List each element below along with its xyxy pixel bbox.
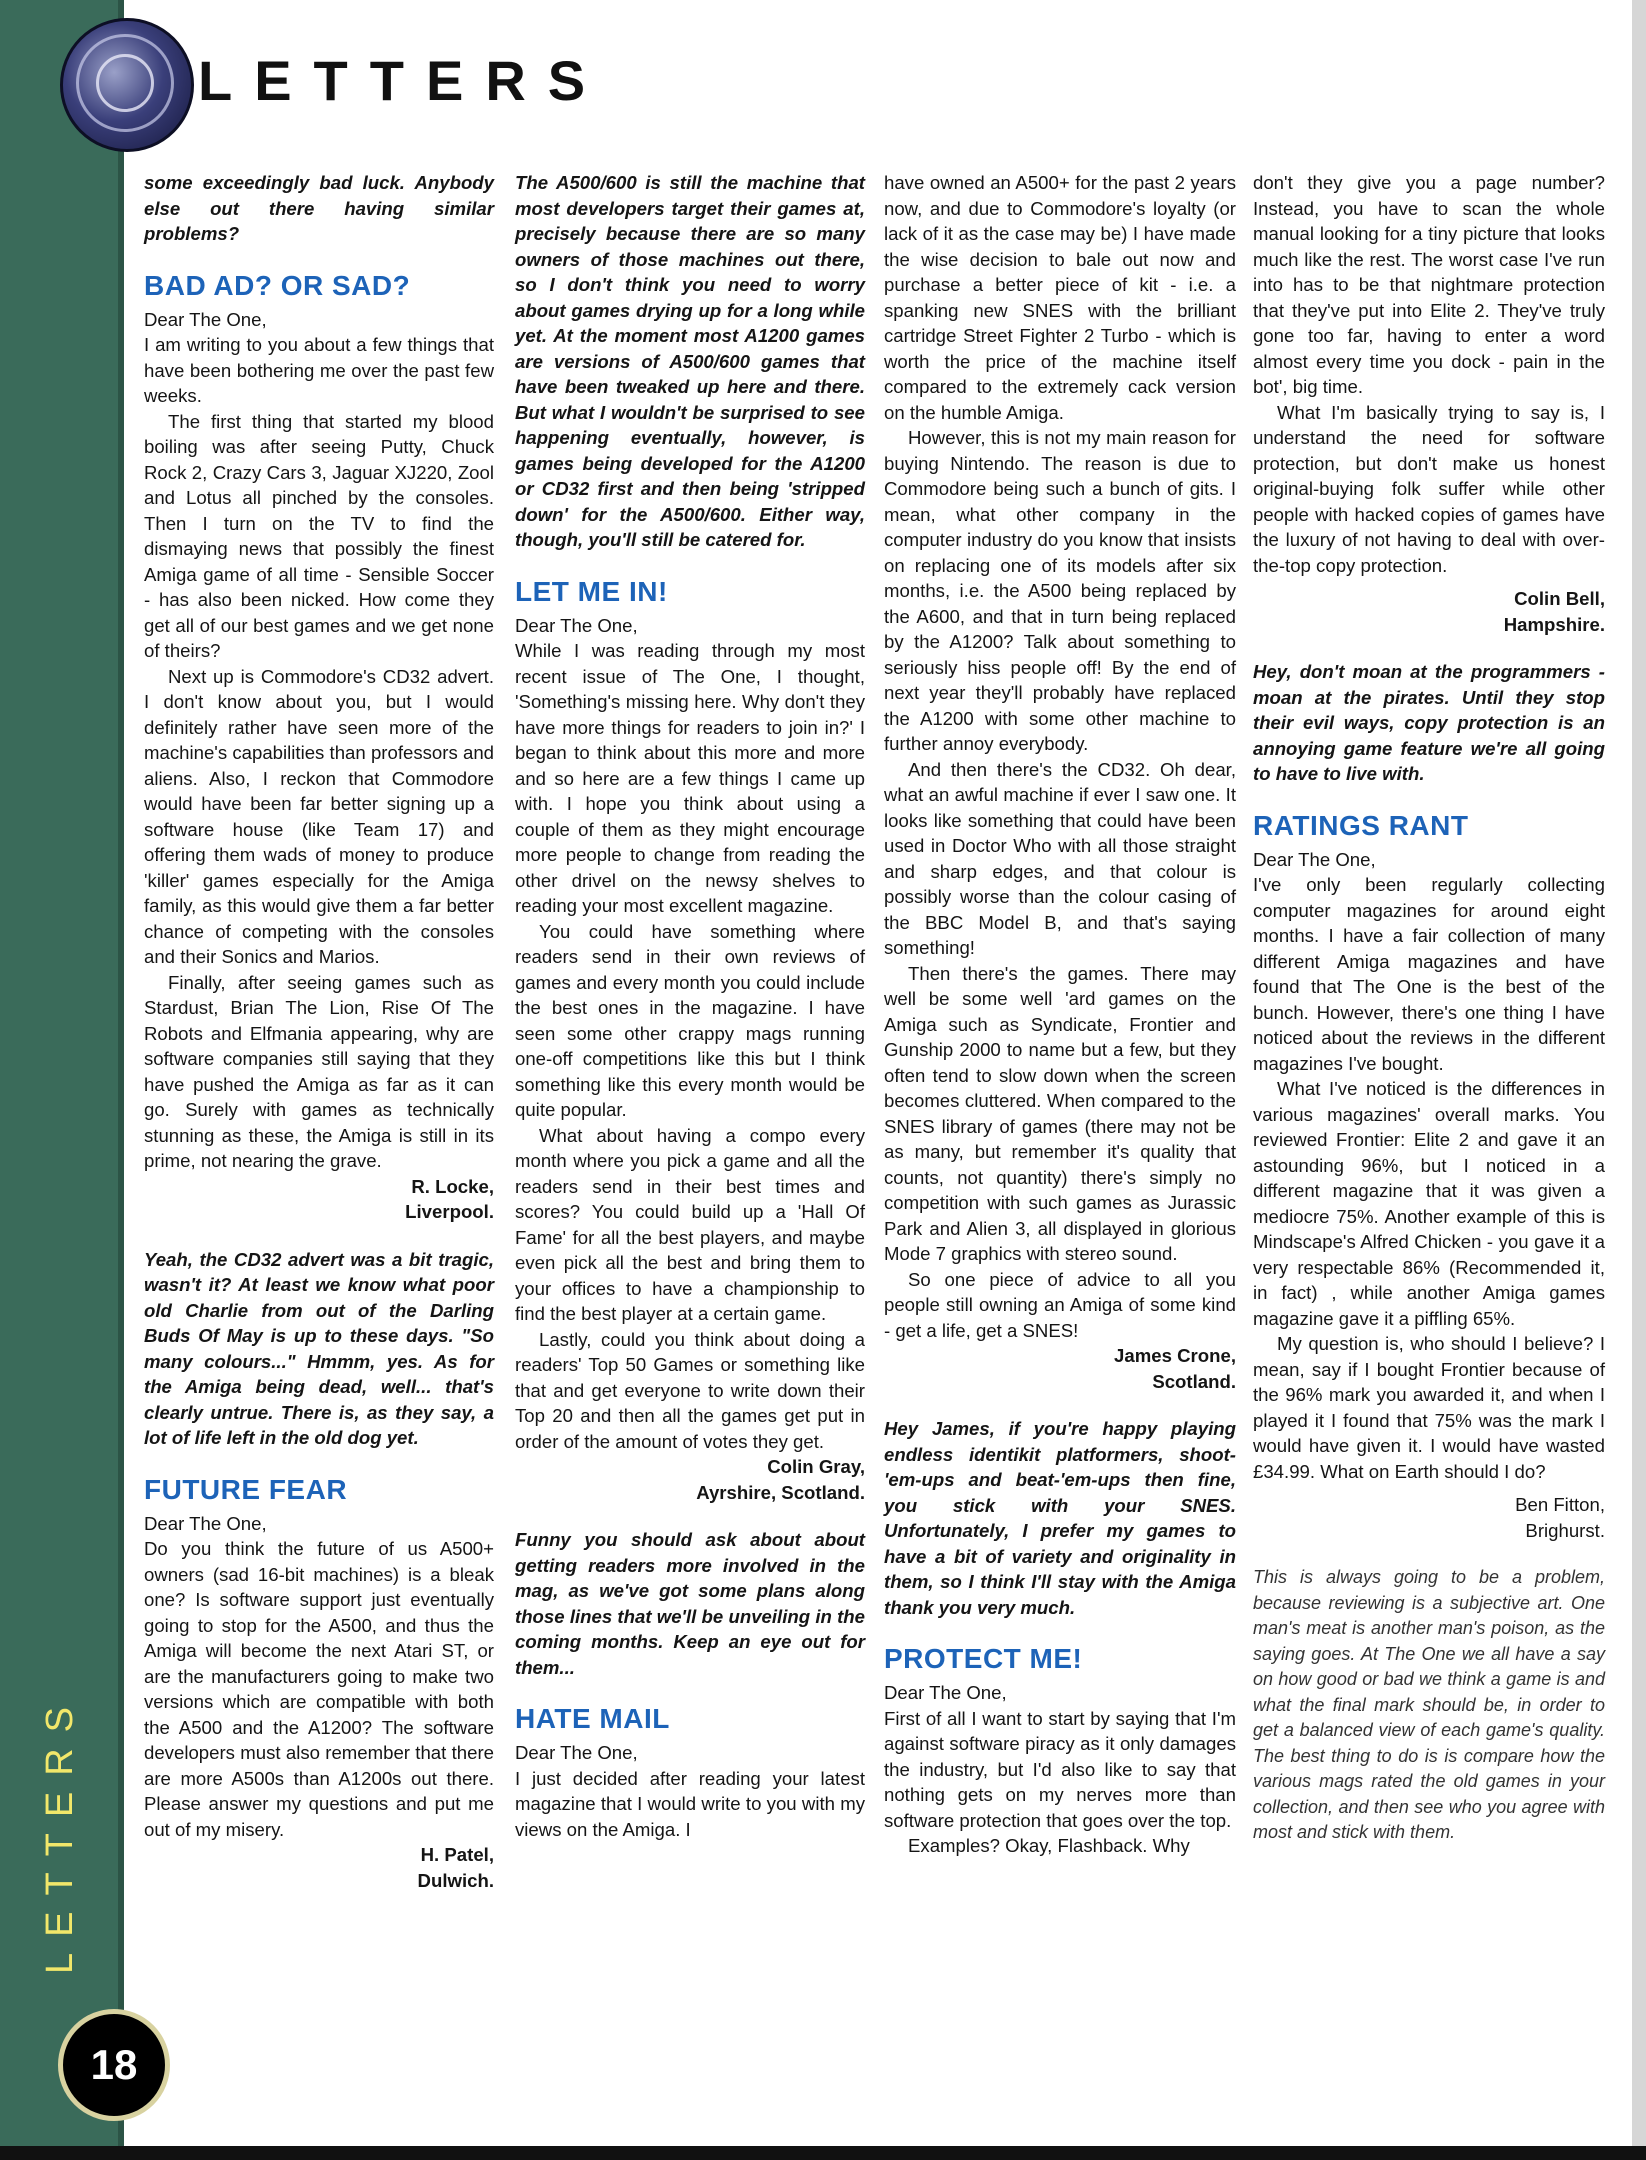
signature-place: Liverpool. bbox=[405, 1201, 494, 1222]
signature-place: Scotland. bbox=[1152, 1370, 1236, 1392]
letter-paragraph: don't they give you a page number? Instead, you have to scan the whole manual looking for a tiny picture that looks much like the rest. The worst case I've run into has to be that nightmare protection that they've put into Elite 2. They've truly gone too far, having to enter a word almost every time you dock - pain in the bot', big time. bbox=[1253, 172, 1605, 397]
signature-name: James Crone, bbox=[1114, 1345, 1236, 1366]
editor-reply: Hey, don't moan at the programmers - moan at the pirates. Until they stop their evil ways, copy protection is an annoying game feature we're all going to have to live with. bbox=[1253, 661, 1605, 784]
heading-let-me-in: LET ME IN! bbox=[515, 575, 668, 607]
editor-reply: This is always going to be a problem, because reviewing is a subjective art. One man's meat is another man's poison, as the saying goes. At The One we all have a say on how good or bad we think a game is and what the final mark should be, in order to get a balanced view of each game's quality. The best thing to do is is compare how the various mags rated the old games in your collection, and then see who you agree with most and stick with them. bbox=[1253, 1567, 1605, 1842]
editor-reply: The A500/600 is still the machine that most developers target their games at, precisely because there are so many owners of those machines out there, so I don't think you need to worry about games drying up for a long while yet. At the moment most A1200 games are versions of A500/600 games that have been tweaked up here and there. But what I wouldn't be surprised to see happening eventually, however, is games being developed for the A1200 or CD32 first and then being 'stripped down' for the A500/600. Either way, though, you'll still be catered for. bbox=[515, 172, 865, 550]
side-section-label bbox=[32, 1692, 90, 1972]
page-number-badge: 18 bbox=[58, 2009, 170, 2121]
signature-place: Hampshire. bbox=[1503, 613, 1605, 635]
side-label-text: LETTERS bbox=[39, 1690, 82, 1974]
heading-hate-mail: HATE MAIL bbox=[515, 1703, 670, 1734]
signature-place: Brighurst. bbox=[1525, 1519, 1605, 1541]
letter-paragraph: While I was reading through my most recent issue of The One, I thought, 'Something's missing here. Why don't they have more things for readers to join in?' I began to think about this more and more and so here are a few things I came up with. I hope you think about using a couple of them as they might encourage more people to change from reading the other drivel on the newsy shelves to reading your most excellent magazine. bbox=[515, 640, 865, 916]
column-2 bbox=[515, 170, 865, 1842]
editor-reply: Yeah, the CD32 advert was a bit tragic, wasn't it? At least we know what poor old Charlie from out of the Darling Buds Of May is up to these days. "So many colours..." Hmmm, yes. As for the Amiga being dead, well... that's clearly untrue. There is, as they say, a lot of life left in the old dog yet. bbox=[144, 1248, 494, 1448]
column-3 bbox=[884, 170, 1236, 1859]
greeting: Dear The One, bbox=[144, 308, 267, 330]
letter-paragraph: I am writing to you about a few things that have been bothering me over the past few weeks. bbox=[144, 334, 494, 406]
letter-paragraph: So one piece of advice to all you people still owning an Amiga of some kind - get a life, get a SNES! bbox=[884, 1268, 1236, 1341]
heading-bad-ad: BAD AD? OR SAD? bbox=[144, 269, 411, 301]
logo-ring-inner bbox=[96, 54, 154, 112]
greeting: Dear The One, bbox=[884, 1682, 1007, 1703]
letter-paragraph: have owned an A500+ for the past 2 years now, and due to Commodore's loyalty (or lack of it as the case may be) I have made the wise decision to bale out now and purchase a better piece of kit - i.e. a spanking new SNES with the brilliant cartridge Street Fighter 2 Turbo - which is worth the price of the machine itself compared to the extremely cack version on the humble Amiga. bbox=[884, 172, 1236, 423]
letter-paragraph: Finally, after seeing games such as Stardust, Brian The Lion, Rise Of The Robots and Elfmania appearing, why are software companies still saying that they have pushed the Amiga as far as it can go. Surely with games as technically stunning as these, the Amiga is still in its prime, not nearing the grave. bbox=[144, 971, 494, 1171]
heading-ratings-rant: RATINGS RANT bbox=[1253, 809, 1469, 841]
heading-protect-me: PROTECT ME! bbox=[884, 1643, 1083, 1674]
signature-name: Colin Bell, bbox=[1514, 588, 1605, 609]
editor-reply: Funny you should ask about about getting readers more involved in the mag, as we've got some plans along those lines that we'll be unveiling in the coming months. Keep an eye out for them... bbox=[515, 1529, 865, 1678]
letter-paragraph: And then there's the CD32. Oh dear, what an awful machine if ever I saw one. It looks like something that could have been used in Doctor Who with all those straight and sharp edges, and that colour is possibly worse than the colour casing of the BBC Model B, and that's saying something! bbox=[884, 758, 1236, 958]
spine-shadow bbox=[118, 0, 124, 2160]
signature-place: Ayrshire, Scotland. bbox=[696, 1481, 865, 1503]
letter-paragraph: What I'm basically trying to say is, I understand the need for software protection, but don't make us honest original-buying folk suffer while other people with hacked copies of games have the luxury of not having to deal with over-the-top copy protection. bbox=[1253, 401, 1605, 576]
letter-paragraph: Lastly, could you think about doing a readers' Top 50 Games or something like that and get everyone to write down their Top 20 and then all the games get put in order of the amount of votes they get. bbox=[515, 1328, 865, 1452]
letter-paragraph: Next up is Commodore's CD32 advert. I don't know about you, but I would definitely rather have seen more of the machine's capabilities than professors and aliens. Also, I reckon that Commodore would have been far better signing up a software house (like Team 17) and offering them wads of money to produce 'killer' games especially for the Amiga family, as this would give them a far better chance of competing with the consoles and their Sonics and Marios. bbox=[144, 665, 494, 967]
letter-paragraph: The first thing that started my blood boiling was after seeing Putty, Chuck Rock 2, Crazy Cars 3, Jaguar XJ220, Zool and Lotus all pinched by the consoles. Then I turn on the TV to find the dismaying news that possibly the finest Amiga game of all time - Sensible Soccer - has also been nicked. How come they get all of our best games and we get none of theirs? bbox=[144, 410, 494, 661]
letter-paragraph: You could have something where readers send in their own reviews of games and every month you could include the best ones in the magazine. I have seen some other crappy mags running one-off competitions like this but I think something like this every month would be quite popular. bbox=[515, 920, 865, 1120]
letter-paragraph: However, this is not my main reason for buying Nintendo. The reason is due to Commodore being such a bunch of gits. I mean, what other company in the computer industry do you know that insists on replacing one of its models after six months, i.e. the A500 being replaced by the A600, and that in turn being replaced by the A1200? Talk about something to seriously hiss people off! By the end of next year they'll probably have replaced the A1200 with some other machine to further annoy everybody. bbox=[884, 427, 1236, 754]
letter-paragraph: I just decided after reading your latest magazine that I would write to you with my views on the Amiga. I bbox=[515, 1767, 865, 1840]
heading-future-fear: FUTURE FEAR bbox=[144, 1473, 348, 1505]
letter-paragraph: First of all I want to start by saying that I'm against software piracy as it only damages the industry, but I'd also like to say that nothing gets on my nerves more than software protection that goes over the top. bbox=[884, 1707, 1236, 1831]
signature-name: Colin Gray, bbox=[767, 1456, 865, 1477]
greeting: Dear The One, bbox=[515, 1742, 638, 1763]
letter-paragraph: My question is, who should I believe? I mean, say if I bought Frontier because of the 96% mark you awarded it, and when I played it I found that 75% was the mark I would have given it. I would have wasted £34.99. What on Earth should I do? bbox=[1253, 1333, 1605, 1482]
column-4 bbox=[1253, 170, 1605, 1846]
letter-paragraph: I've only been regularly collecting computer magazines for around eight months. I have a fair collection of many different Amiga magazines and have found that The One is the best of the bunch. However, there's one thing I have noticed about the reviews in the different magazines I've bought. bbox=[1253, 874, 1605, 1074]
greeting: Dear The One, bbox=[1253, 848, 1376, 870]
letter-paragraph: Do you think the future of us A500+ owners (sad 16-bit machines) is a bleak one? Is software support just eventually going to stop for the A500, and thus the Amiga will become the next Atari ST, or are the manufacturers going to make two versions which are compatible with both the A500 and the A1200? The software developers must also remember that there are more A500s than A1200s out there. Please answer my questions and put me out of my misery. bbox=[144, 1538, 494, 1840]
greeting: Dear The One, bbox=[515, 614, 638, 636]
page-edge bbox=[1632, 0, 1646, 2160]
letter-paragraph: What I've noticed is the differences in various magazines' overall marks. You reviewed Frontier: Elite 2 and gave it an astounding 96%, but I noticed in a different magazine that it was given a mediocre 75%. Another example of this is Mindscape's Alfred Chicken - you gave it a very respectable 86% (Recommended it, in fact) , while another Amiga games magazine gave it a piffling 65%. bbox=[1253, 1078, 1605, 1329]
signature-name: R. Locke, bbox=[411, 1175, 494, 1197]
greeting: Dear The One, bbox=[144, 1512, 267, 1534]
page-bottom-edge bbox=[0, 2146, 1646, 2160]
page-title: LETTERS bbox=[198, 49, 608, 112]
signature-name: Ben Fitton, bbox=[1515, 1494, 1605, 1515]
letter-paragraph: What about having a compo every month where you pick a game and all the readers send in their best times and scores? You could build up a 'Hall Of Fame' for all the best players, and maybe even pick all the best and bring them to your offices to have a championship to find the best player at a certain game. bbox=[515, 1124, 865, 1324]
column-1 bbox=[144, 170, 494, 1893]
editor-reply: Hey James, if you're happy playing endless identikit platformers, shoot-'em-ups and beat-'em-ups then fine, you stick with your SNES. Unfortunately, I prefer my games to have a bit of variety and originality in them, so I think I'll stay with the Amiga thank you very much. bbox=[884, 1418, 1236, 1618]
signature-place: Dulwich. bbox=[417, 1869, 494, 1891]
letter-paragraph: Then there's the games. There may well be some well 'ard games on the Amiga such as Syndicate, Frontier and Gunship 2000 to name but a few, but they often tend to slow down when the screen becomes cluttered. When compared to the SNES library of games (there may not be as many, but remember it's quality that counts, not quantity) there's simply no competition with such games as Jurassic Park and Alien 3, all displayed in glorious Mode 7 graphics with stereo sound. bbox=[884, 962, 1236, 1264]
signature-name: H. Patel, bbox=[420, 1844, 494, 1865]
intro-reply-ending: some exceedingly bad luck. Anybody else out there having similar problems? bbox=[144, 172, 494, 244]
letter-paragraph: Examples? Okay, Flashback. Why bbox=[908, 1835, 1190, 1856]
